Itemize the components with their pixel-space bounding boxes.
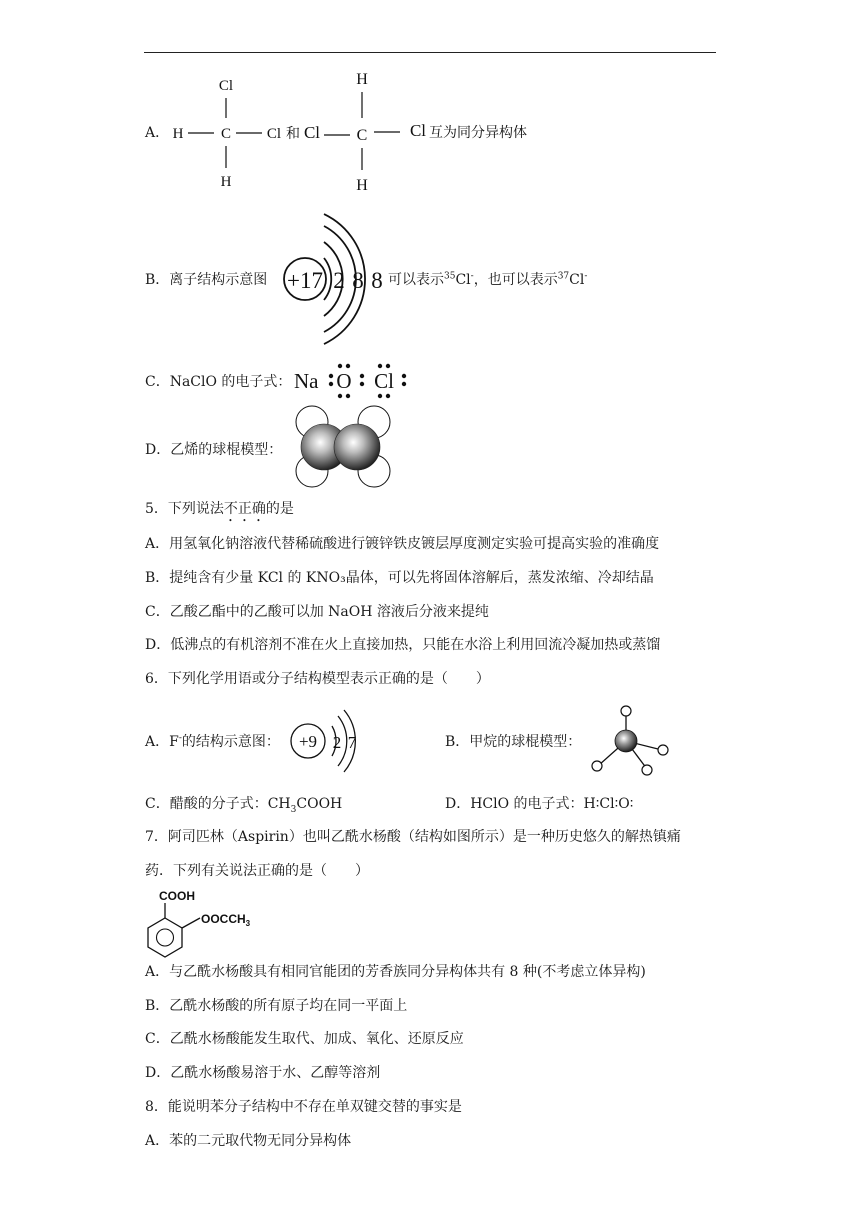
q4-option-d-label: D．乙烯的球棍模型： bbox=[145, 442, 283, 458]
q6-stem: 6．下列化学用语或分子结构模型表示正确的是（ ） bbox=[145, 671, 490, 687]
q6-option-d: D．HClO 的电子式：H∶Cl∶O∶ bbox=[445, 796, 634, 812]
atom-h-bottom: H bbox=[220, 174, 232, 190]
atom-cl-right-2: Cl bbox=[409, 121, 427, 140]
q7-option-a: A．与乙酰水杨酸具有相同官能团的芳香族同分异构体共有 8 种(不考虑立体异构) bbox=[145, 964, 646, 980]
q7-stem-line2: 药．下列有关说法正确的是（ ） bbox=[145, 863, 369, 879]
atom-h-left: H bbox=[172, 126, 184, 142]
q5-option-b: B．提纯含有少量 KCl 的 KNO₃晶体，可以先将固体溶解后，蒸发浓缩、冷却结晶 bbox=[145, 570, 654, 586]
shell-2-electrons: 8 bbox=[352, 268, 364, 293]
q7-option-b: B．乙酰水杨酸的所有原子均在同一平面上 bbox=[145, 998, 408, 1014]
q7-stem-line1: 7．阿司匹林（Aspirin）也叫乙酰水杨酸（结构如图所示）是一种历史悠久的解热镇痛 bbox=[145, 829, 681, 845]
q8-stem: 8．能说明苯分子结构中不存在单双键交替的事实是 bbox=[145, 1099, 462, 1115]
q5-stem: 5．下列说法不正确的是 bbox=[145, 501, 294, 517]
q7-option-d: D．乙酰水杨酸易溶于水、乙醇等溶剂 bbox=[145, 1065, 381, 1081]
atom-c-center-2: C bbox=[356, 127, 368, 144]
ethylene-ball-stick-model bbox=[296, 405, 390, 489]
q4-option-c-label: C．NaClO 的电子式： bbox=[145, 374, 292, 390]
cl-symbol: Cl bbox=[374, 369, 394, 393]
atom-h-top: H bbox=[356, 71, 368, 88]
q7-option-c: C．乙酰水杨酸能发生取代、加成、氧化、还原反应 bbox=[145, 1031, 464, 1047]
f-shell-2: 7 bbox=[347, 733, 357, 752]
atom-h-bottom-2: H bbox=[356, 177, 368, 194]
atom-cl-top: Cl bbox=[218, 78, 234, 94]
q8-option-a: A．苯的二元取代物无同分异构体 bbox=[145, 1133, 352, 1149]
shell-1-electrons: 2 bbox=[333, 268, 345, 293]
q4-option-b-text: 可以表示$^{35}$Cl-，也可以表示$^{37}$Cl- bbox=[388, 271, 588, 288]
methane-ball-stick-model bbox=[588, 703, 670, 777]
atom-cl-left: Cl bbox=[303, 123, 321, 142]
q5-option-a: A．用氢氧化钠溶液代替稀硫酸进行镀锌铁皮镀层厚度测定实验可提高实验的准确度 bbox=[145, 536, 660, 552]
ion-structure-diagram bbox=[280, 210, 390, 350]
and-text: 和 bbox=[286, 126, 300, 142]
q4-option-a-label: A． bbox=[145, 125, 170, 141]
fluoride-structure-diagram bbox=[288, 710, 368, 774]
q4-a-suffix: 互为同分异构体 bbox=[429, 125, 527, 141]
q4-option-a-structures bbox=[168, 72, 548, 196]
q6-option-b-label: B．甲烷的球棍模型： bbox=[445, 734, 582, 750]
header-rule bbox=[144, 52, 716, 53]
cooh-label: COOH bbox=[159, 889, 195, 903]
shell-3-electrons: 8 bbox=[371, 268, 383, 293]
atom-c-center: C bbox=[220, 126, 232, 142]
q5-option-c: C．乙酸乙酯中的乙酸可以加 NaOH 溶液后分液来提纯 bbox=[145, 604, 489, 620]
f-nucleus-charge: +9 bbox=[298, 732, 318, 751]
atom-cl-right: Cl bbox=[266, 126, 282, 142]
oocch3-label: $OOCCH_3$ bbox=[201, 912, 251, 928]
q6-option-a-label: A．F-的结构示意图： bbox=[145, 733, 280, 750]
nucleus-charge: +17 bbox=[287, 268, 323, 293]
naclo-electron-formula bbox=[294, 360, 414, 400]
o-symbol: O bbox=[336, 369, 352, 393]
q4-option-b-label: B．离子结构示意图 bbox=[145, 272, 268, 288]
aspirin-structure bbox=[145, 884, 265, 960]
f-shell-1: 2 bbox=[332, 733, 342, 752]
na-symbol: Na bbox=[294, 369, 319, 393]
q6-option-c: C．醋酸的分子式：$CH_3COOH$ bbox=[145, 796, 343, 815]
q5-option-d: D．低沸点的有机溶剂不准在火上直接加热，只能在水浴上利用回流冷凝加热或蒸馏 bbox=[145, 637, 661, 653]
